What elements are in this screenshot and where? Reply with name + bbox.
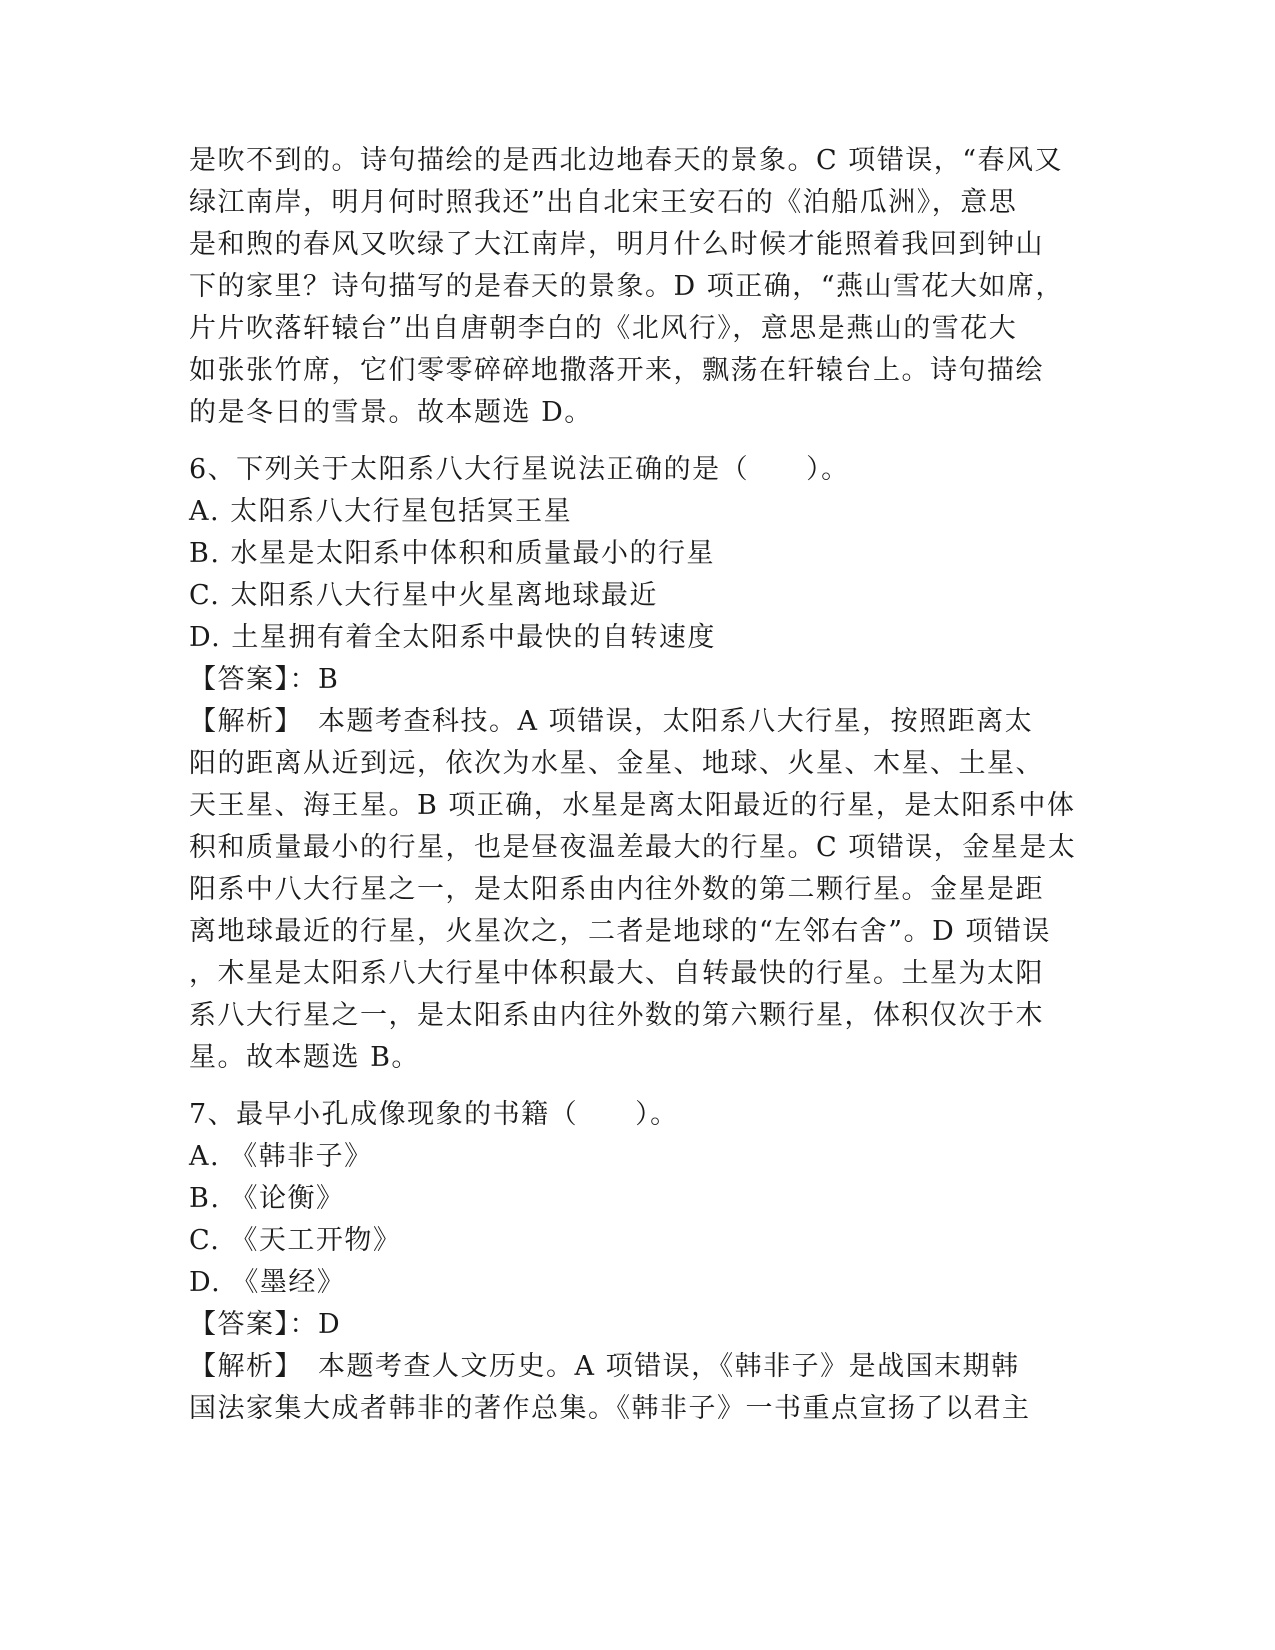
question-6-analysis-line: 阳系中八大行星之一，是太阳系由内往外数的第二颗行星。金星是距 — [189, 874, 1044, 905]
question-7-analysis-line: 【解析】 本题考查人文历史。A 项错误，《韩非子》是战国末期韩 — [189, 1351, 1020, 1382]
analysis-line: 如张张竹席，它们零零碎碎地撒落开来，飘荡在轩辕台上。诗句描绘 — [189, 355, 1044, 386]
question-6-analysis-line: 离地球最近的行星，火星次之，二者是地球的“左邻右舍”。D 项错误 — [189, 916, 1051, 947]
question-6-option-b: B. 水星是太阳系中体积和质量最小的行星 — [189, 538, 716, 569]
question-6-stem: 6、下列关于太阳系八大行星说法正确的是（ ）。 — [189, 454, 850, 485]
question-6-option-d: D. 土星拥有着全太阳系中最快的自转速度 — [189, 622, 716, 653]
question-6-analysis-line: 积和质量最小的行星，也是昼夜温差最大的行星。C 项错误，金星是太 — [189, 832, 1077, 863]
question-6-analysis-line: 阳的距离从近到远，依次为水星、金星、地球、火星、木星、土星、 — [189, 748, 1044, 779]
question-6-analysis-line: 【解析】 本题考查科技。A 项错误，太阳系八大行星，按照距离太 — [189, 706, 1034, 737]
question-7-option-c: C. 《天工开物》 — [189, 1225, 402, 1256]
analysis-line: 是和煦的春风又吹绿了大江南岸，明月什么时候才能照着我回到钟山 — [189, 229, 1044, 260]
question-6-analysis-line: 系八大行星之一，是太阳系由内往外数的第六颗行星，体积仅次于木 — [189, 1000, 1044, 1031]
question-7-analysis-line: 国法家集大成者韩非的著作总集。《韩非子》一书重点宣扬了以君主 — [189, 1393, 1031, 1424]
question-7-option-b: B. 《论衡》 — [189, 1183, 345, 1214]
question-6-option-c: C. 太阳系八大行星中火星离地球最近 — [189, 580, 658, 611]
question-7-option-a: A. 《韩非子》 — [189, 1141, 373, 1172]
question-7-stem: 7、最早小孔成像现象的书籍（ ）。 — [189, 1099, 679, 1130]
question-6-analysis-line: 星。故本题选 B。 — [189, 1042, 420, 1073]
question-6-answer: 【答案】：B — [189, 664, 340, 695]
question-6-analysis-line: 天王星、海王星。B 项正确，水星是离太阳最近的行星，是太阳系中体 — [189, 790, 1076, 821]
analysis-line: 是吹不到的。诗句描绘的是西北边地春天的景象。C 项错误，“春风又 — [189, 145, 1064, 176]
analysis-line: 的是冬日的雪景。故本题选 D。 — [189, 397, 593, 428]
analysis-line: 片片吹落轩辕台”出自唐朝李白的《北风行》，意思是燕山的雪花大 — [189, 313, 1018, 344]
question-6-analysis-line: ，木星是太阳系八大行星中体积最大、自转最快的行星。土星为太阳 — [189, 958, 1044, 989]
question-7-answer: 【答案】：D — [189, 1309, 342, 1340]
question-7-option-d: D. 《墨经》 — [189, 1267, 346, 1298]
analysis-line: 绿江南岸，明月何时照我还”出自北宋王安石的《泊船瓜洲》，意思 — [189, 187, 1018, 218]
question-6-option-a: A. 太阳系八大行星包括冥王星 — [189, 496, 573, 527]
analysis-line: 下的家里？诗句描写的是春天的景象。D 项正确，“燕山雪花大如席， — [189, 271, 1065, 302]
